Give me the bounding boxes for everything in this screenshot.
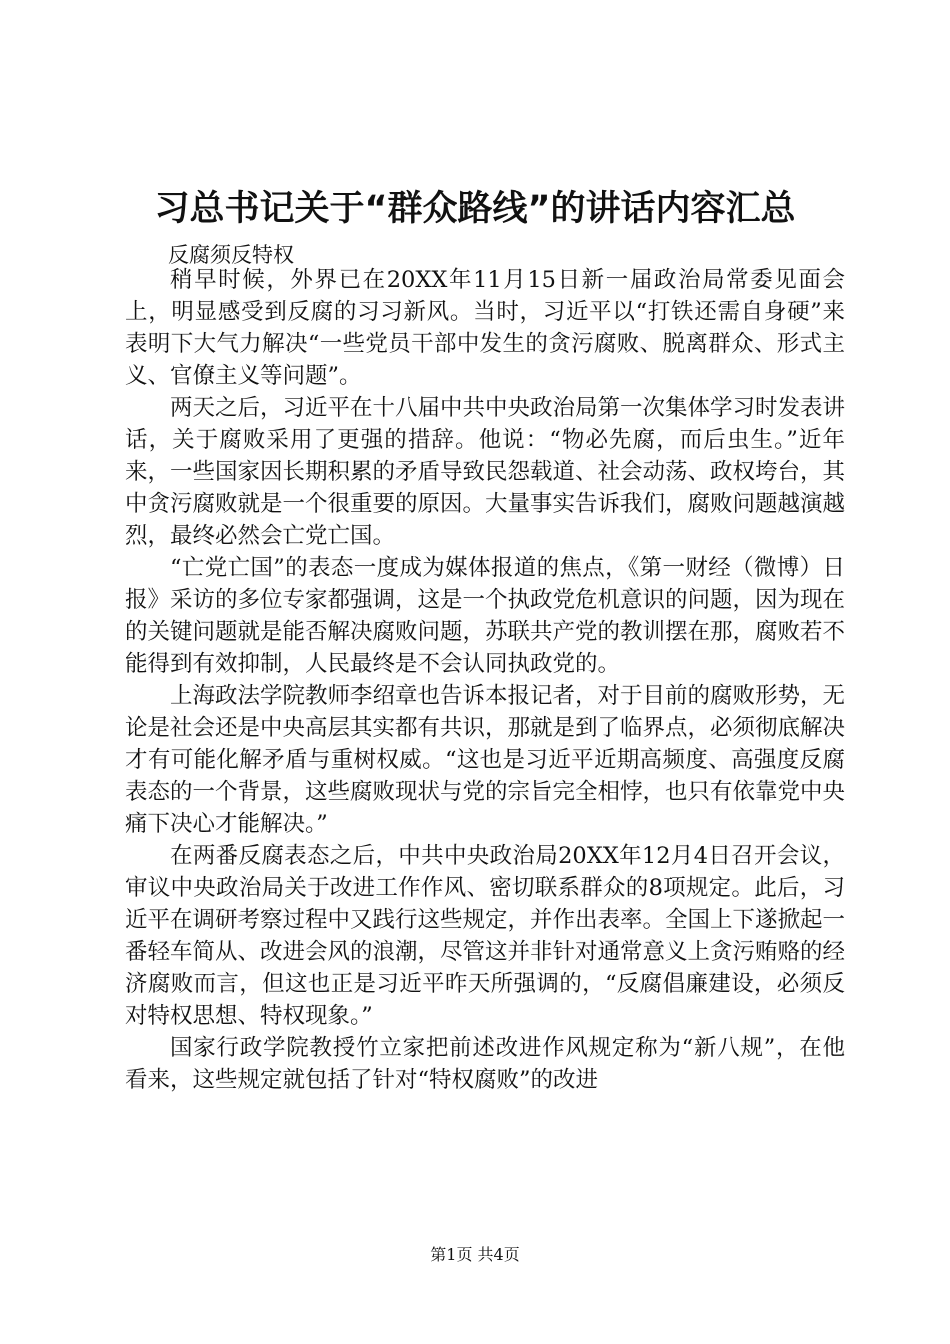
paragraph-4: 上海政法学院教师李绍章也告诉本报记者，对于目前的腐败形势，无论是社会还是中央高层其实都有共识，那就是到了临界点，必须彻底解决才有可能化解矛盾与重树权威。“这也是习近平近期高频度、高强度反腐表态的一个背景，这些腐败现状与党的宗旨完全相悖，也只有依靠党中央痛下决心才能解决。” — [125, 683, 846, 837]
document-title: 习总书记关于“群众路线”的讲话内容汇总 — [154, 189, 796, 229]
paragraph-6: 国家行政学院教授竹立家把前述改进作风规定称为“新八规”，在他看来，这些规定就包括了针对“特权腐败”的改进 — [125, 1035, 845, 1093]
section-heading: 反腐须反特权 — [168, 243, 294, 267]
page-footer: 第1页 共4页 — [430, 1245, 520, 1264]
paragraph-2: 两天之后，习近平在十八届中共中央政治局第一次集体学习时发表讲话，关于腐败采用了更强的措辞。他说：“物必先腐，而后虫生。”近年来，一些国家因长期积累的矛盾导致民怨载道、社会动荡、政权垮台，其中贪污腐败就是一个很重要的原因。大量事实告诉我们，腐败问题越演越烈，最终必然会亡党亡国。 — [125, 395, 846, 549]
paragraph-3: “亡党亡国”的表态一度成为媒体报道的焦点，《第一财经（微博）日报》采访的多位专家都强调，这是一个执政党危机意识的问题，因为现在的关键问题就是能否解决腐败问题，苏联共产党的教训摆在那，腐败若不能得到有效抑制，人民最终是不会认同执政党的。 — [125, 555, 846, 677]
document-body — [125, 264, 845, 1096]
paragraph-1: 稍早时候，外界已在20XX年11月15日新一届政治局常委见面会上，明显感受到反腐的习习新风。当时，习近平以“打铁还需自身硬”来表明下大气力解决“一些党员干部中发生的贪污腐败、脱离群众、形式主义、官僚主义等问题”。 — [125, 267, 845, 389]
paragraph-5: 在两番反腐表态之后，中共中央政治局20XX年12月4日召开会议，审议中央政治局关于改进工作作风、密切联系群众的8项规定。此后，习近平在调研考察过程中又践行这些规定，并作出表率。全国上下遂掀起一番轻车简从、改进会风的浪潮，尽管这并非针对通常意义上贪污贿赂的经济腐败而言，但这也正是习近平昨天所强调的，“反腐倡廉建设，必须反对特权思想、特权现象。” — [125, 843, 846, 1029]
